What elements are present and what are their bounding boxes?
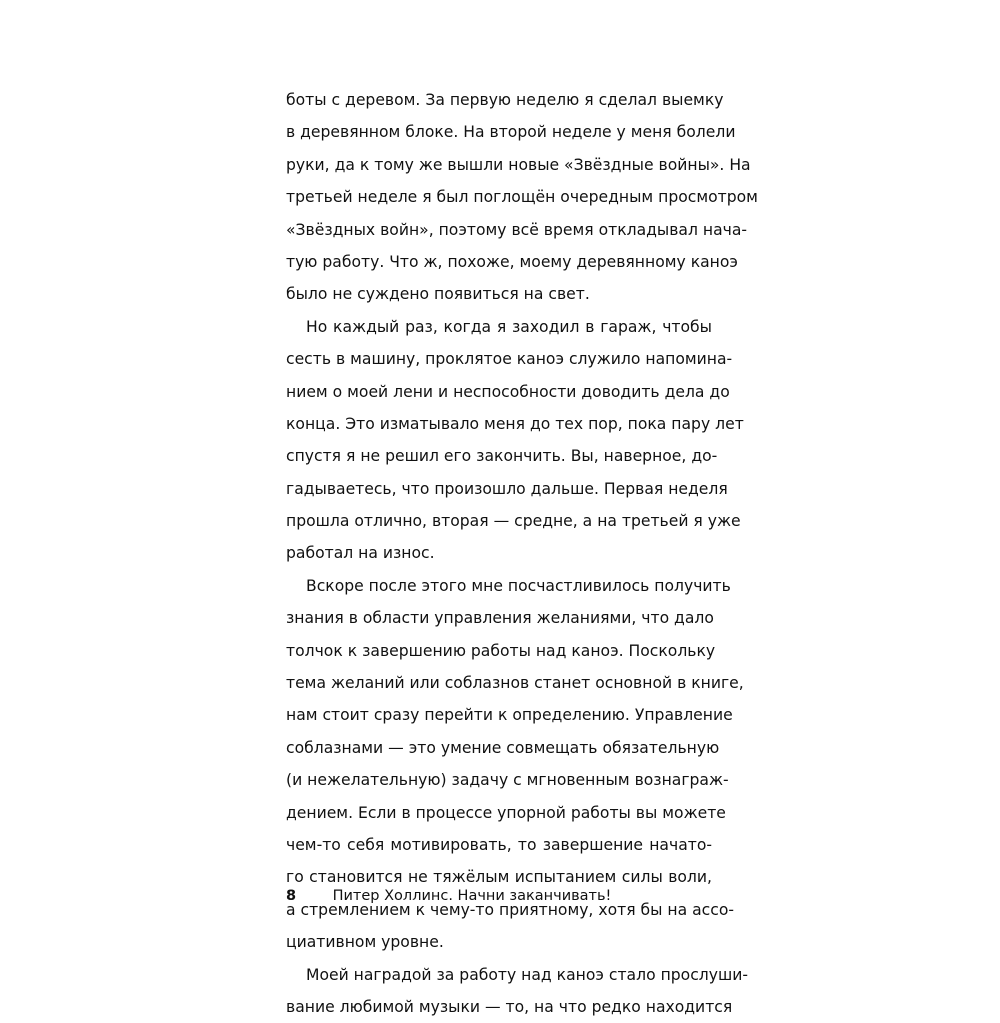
text-line: сесть в машину, проклятое каноэ служило напомина-	[286, 350, 733, 369]
text-line: (и нежелательную) задачу с мгновенным вознаграж-	[286, 771, 729, 790]
text-line: руки, да к тому же вышли новые «Звёздные войны». На	[286, 155, 751, 174]
page-number: 8	[286, 888, 297, 904]
text-line: Вскоре после этого мне посчастливилось получить	[306, 576, 731, 595]
text-line: конца. Это изматывало меня до тех пор, пока пару лет	[286, 414, 744, 433]
text-line: боты с деревом. За первую неделю я сделал выемку	[286, 91, 724, 109]
text-line: нам стоит сразу перейти к определению. Управление	[286, 706, 733, 725]
text-line: спустя я не решил его закончить. Вы, наверное, до-	[286, 447, 718, 466]
text-line: знания в области управления желаниями, что дало	[286, 609, 714, 628]
text-line: вание любимой музыки — то, на что редко находится	[286, 997, 733, 1016]
text-line: работал на износ.	[286, 544, 435, 563]
text-line: го становится не тяжёлым испытанием силы воли,	[286, 868, 712, 887]
text-line: гадываетесь, что произошло дальше. Первая неделя	[286, 479, 728, 498]
text-line: тема желаний или соблазнов станет основной в книге,	[286, 674, 744, 693]
text-line: Моей наградой за работу над каноэ стало прослуши-	[306, 965, 749, 984]
text-line: дением. Если в процессе упорной работы вы можете	[286, 803, 726, 822]
text-line: циативном уровне.	[286, 933, 444, 952]
text-line: толчок к завершению работы над каноэ. Поскольку	[286, 641, 716, 660]
text-line: третьей неделе я был поглощён очередным просмотром	[286, 188, 758, 207]
text-line: было не суждено появиться на свет.	[286, 285, 590, 304]
page-body	[286, 84, 758, 1023]
text-line: нием о моей лени и неспособности доводить дела до	[286, 382, 730, 401]
paragraph	[286, 311, 744, 570]
text-line: «Звёздных войн», поэтому всё время откладывал нача-	[286, 220, 748, 239]
text-line: прошла отлично, вторая — средне, а на третьей я уже	[286, 512, 741, 531]
text-line: тую работу. Что ж, похоже, моему деревянному каноэ	[286, 252, 738, 271]
paragraph	[286, 84, 758, 311]
running-title: Питер Холлинс. Начни заканчивать!	[332, 888, 612, 904]
page-footer	[286, 884, 611, 908]
paragraph	[286, 959, 749, 1023]
text-line: Но каждый раз, когда я заходил в гараж, чтобы	[306, 317, 712, 336]
text-line: чем-то себя мотивировать, то завершение начато-	[286, 835, 712, 854]
text-line: соблазнами — это умение совмещать обязательную	[286, 738, 720, 757]
text-line: а стремлением к чему-то приятному, хотя бы на ассо-	[286, 900, 735, 919]
text-line: в деревянном блоке. На второй неделе у меня болели	[286, 123, 736, 142]
